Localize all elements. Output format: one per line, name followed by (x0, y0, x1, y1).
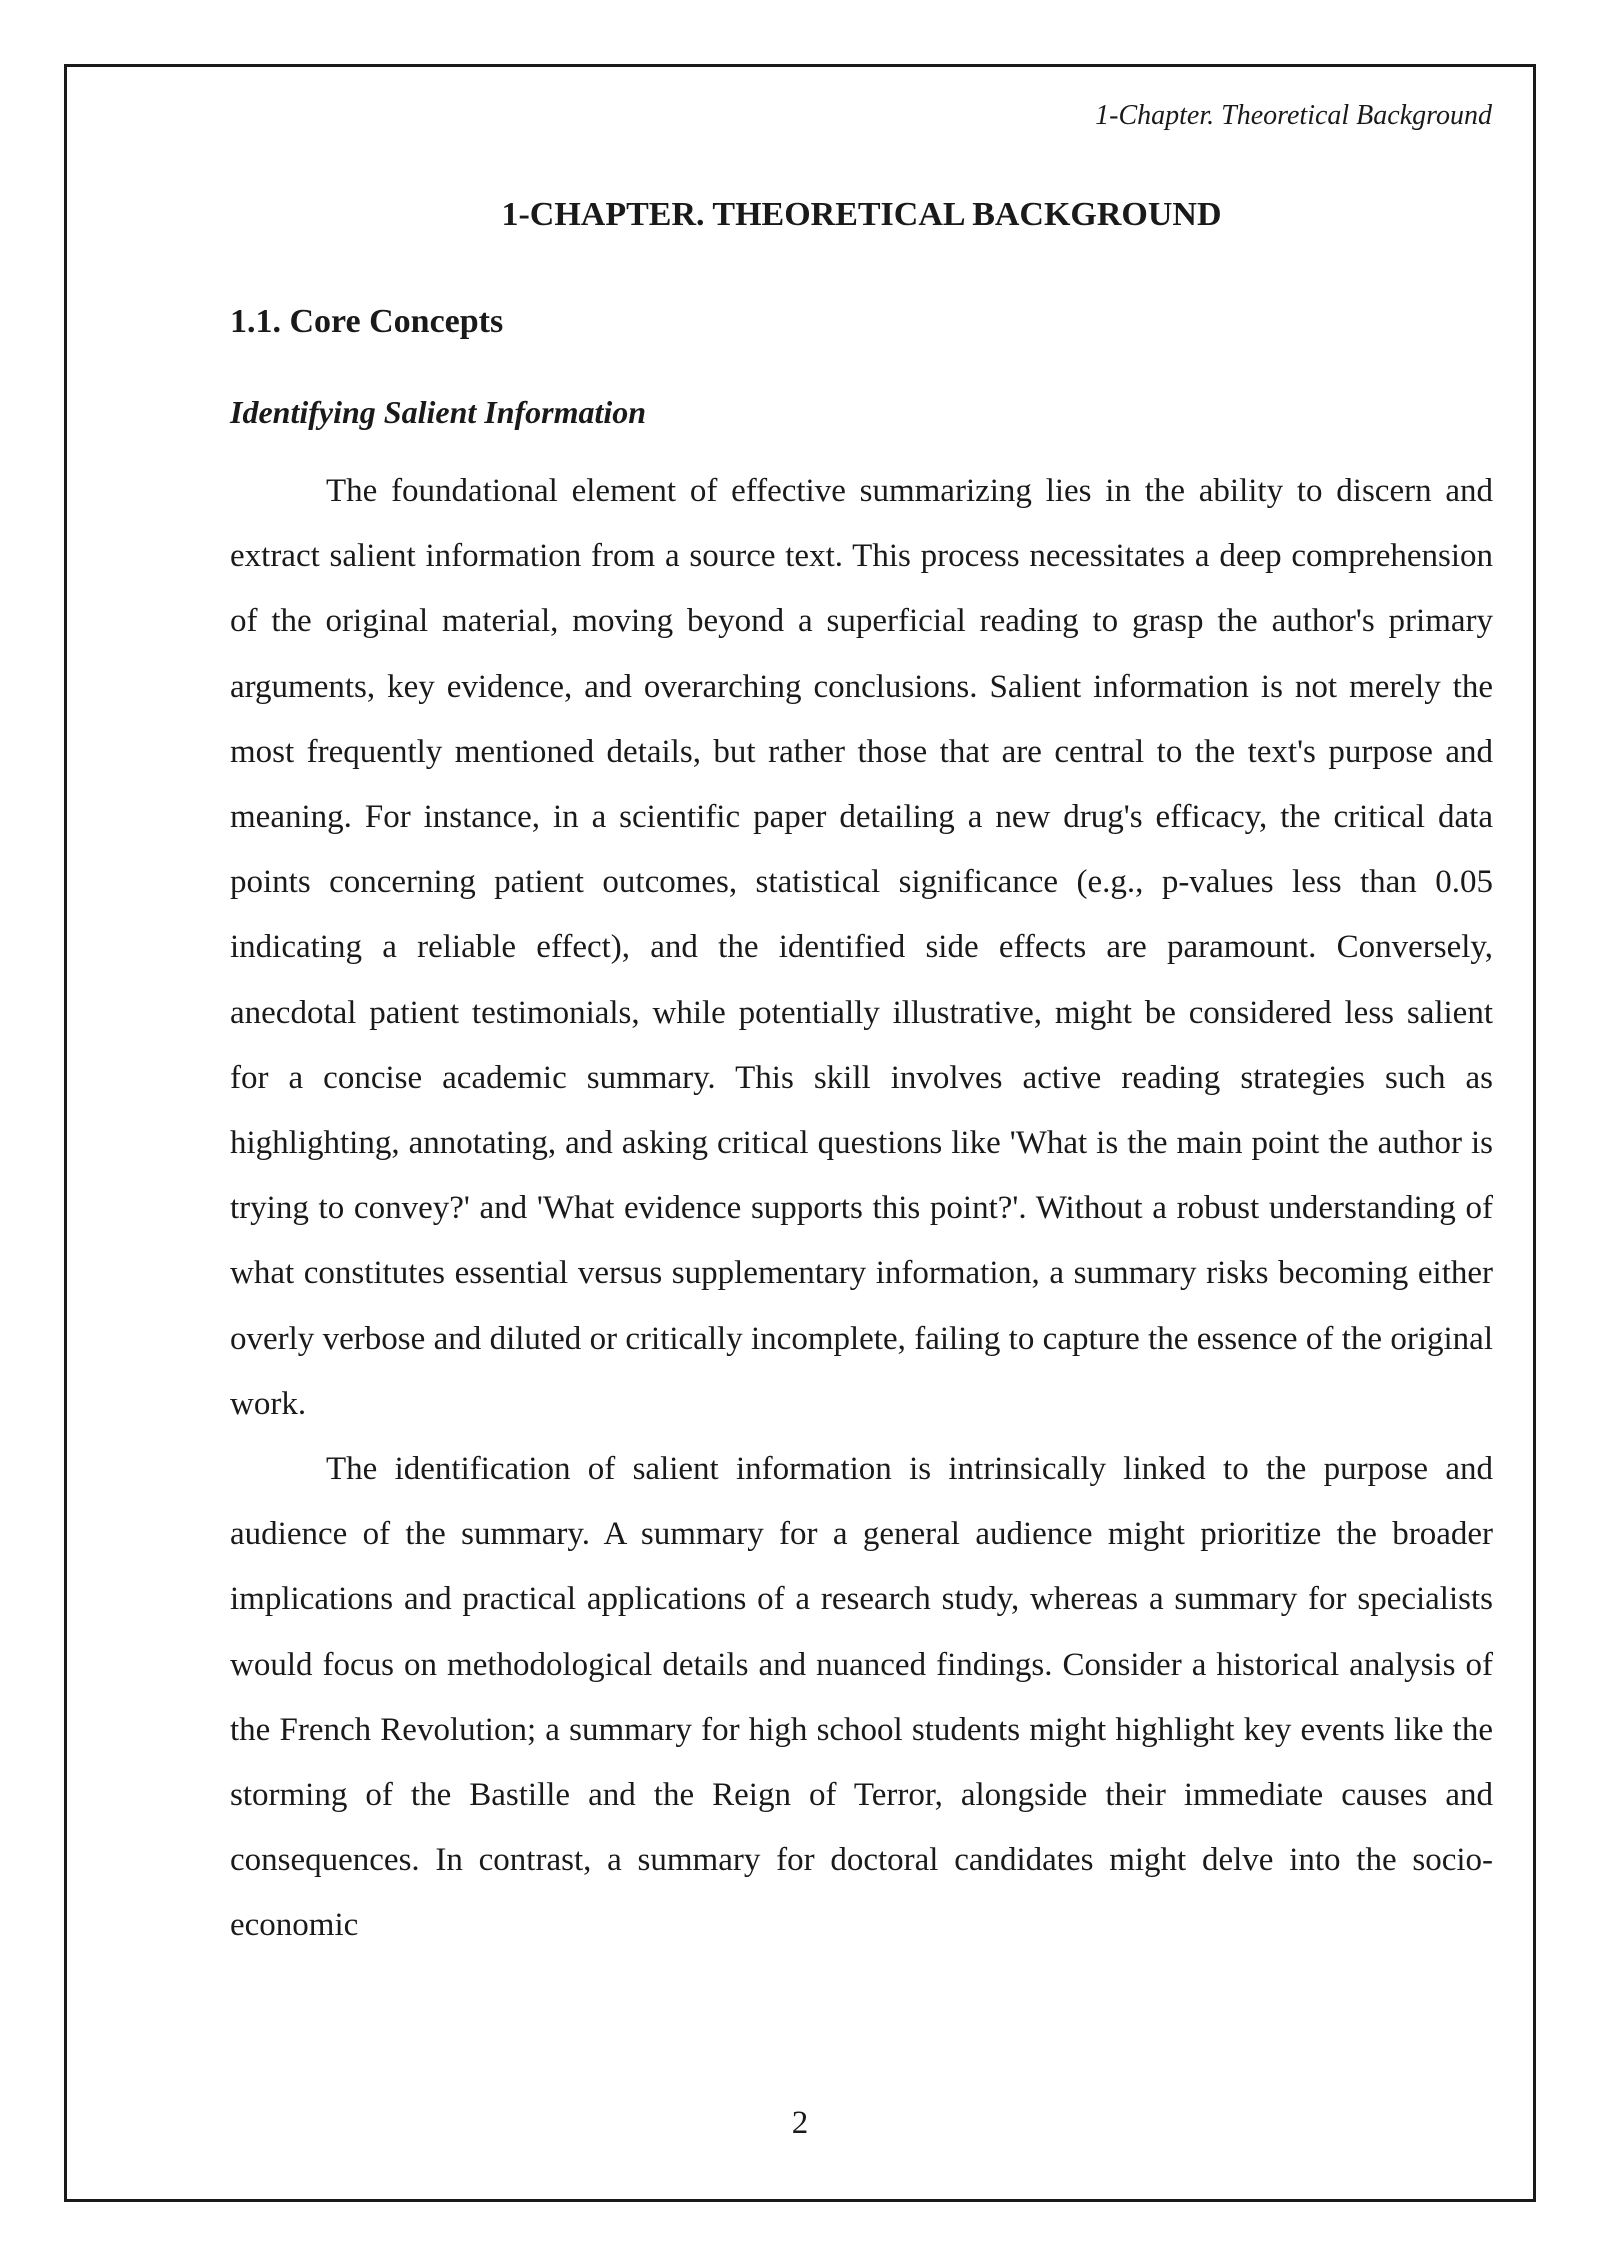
paragraph-2: The identification of salient information is intrinsically linked to the purpose and audience of the summary. A summary for a general audience might prioritize the broader implications and practical applications of a research study, whereas a summary for specialists would focus on methodological details and nuanced findings. Consider a historical analysis of the French Revolution; a summary for high school students might highlight key events like the storming of the Bastille and the Reign of Terror, alongside their immediate causes and consequences. In contrast, a summary for doctoral candidates might delve into the socio-economic (230, 1451, 1493, 1944)
paragraph-1: The foundational element of effective summarizing lies in the ability to discern and extract salient information from a source text. This process necessitates a deep comprehension of the original material, moving beyond a superficial reading to grasp the author's primary arguments, key evidence, and overarching conclusions. Salient information is not merely the most frequently mentioned details, but rather those that are central to the text's purpose and meaning. For instance, in a scientific paper detailing a new drug's efficacy, the critical data points concerning patient outcomes, statistical significance (e.g., p-values less than 0.05 indicating a reliable effect), and the identified side effects are paramount. Conversely, anecdotal patient testimonials, while potentially illustrative, might be considered less salient for a concise academic summary. This skill involves active reading strategies such as highlighting, annotating, and asking critical questions like 'What is the main point the author is trying to convey?' and 'What evidence supports this point?'. Without a robust understanding of what constitutes essential versus supplementary information, a summary risks becoming either overly verbose and diluted or critically incomplete, failing to capture the essence of the original work. (230, 473, 1493, 1422)
running-header: 1-Chapter. Theoretical Background (1095, 100, 1492, 131)
chapter-title: 1-CHAPTER. THEORETICAL BACKGROUND (501, 196, 1222, 233)
body-text (230, 459, 1493, 1959)
section-title: 1.1. Core Concepts (230, 303, 504, 340)
subsection-title: Identifying Salient Information (230, 394, 647, 430)
page-number: 2 (791, 2105, 809, 2141)
